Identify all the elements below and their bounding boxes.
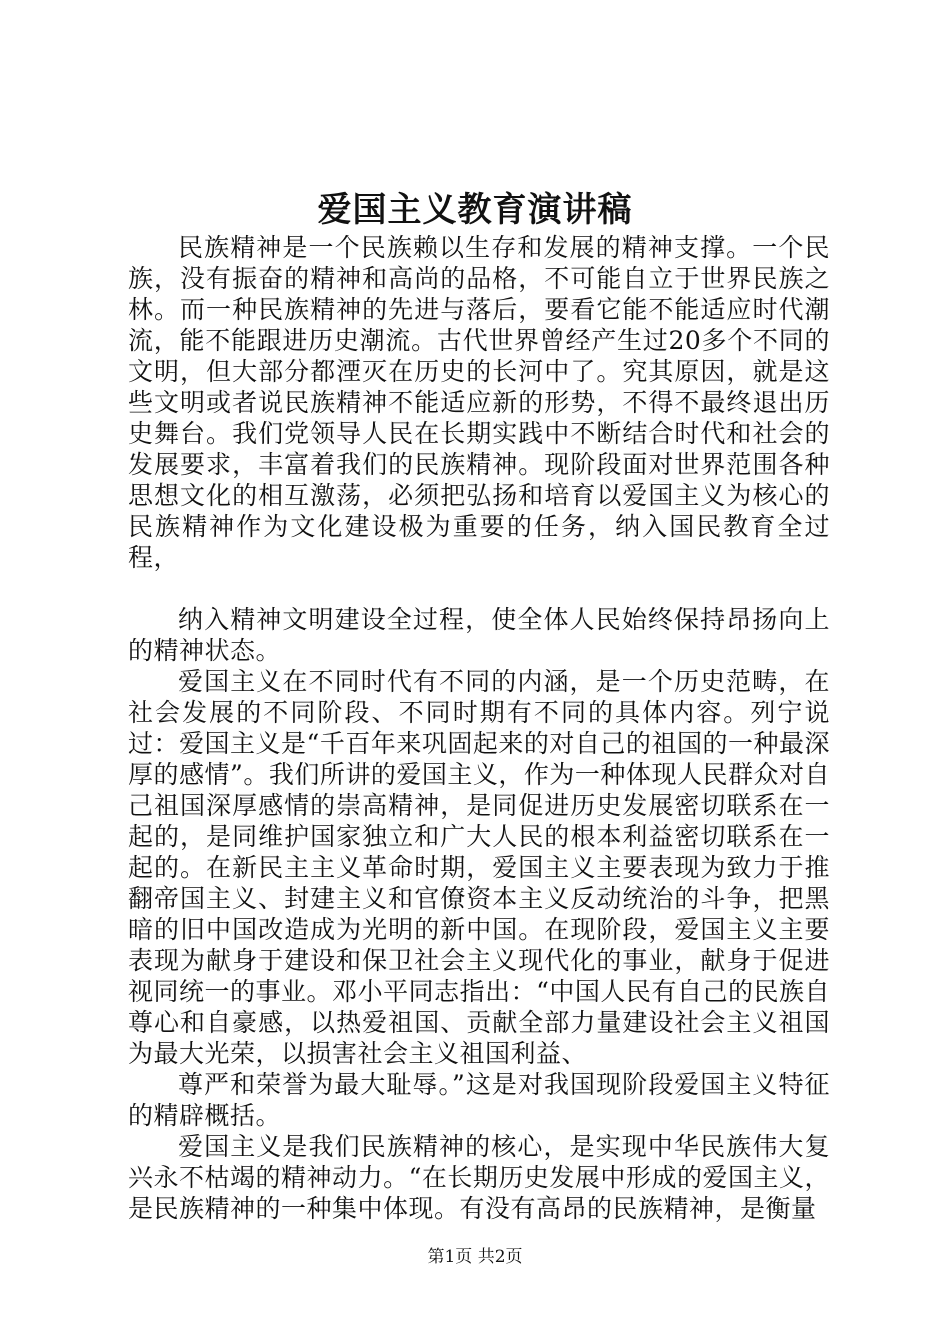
paragraph-1: 民族精神是一个民族赖以生存和发展的精神支撑。一个民族，没有振奋的精神和高尚的品格，不可能自立于世界民族之林。而一种民族精神的先进与落后，要看它能不能适应时代潮流，能不能跟进历史潮流。古代世界曾经产生过20多个不同的文明，但大部分都湮灭在历史的长河中了。究其原因，就是这些文明或者说民族精神不能适应新的形势，不得不最终退出历史舞台。我们党领导人民在长期实践中不断结合时代和社会的发展要求，丰富着我们的民族精神。现阶段面对世界范围各种思想文化的相互激荡，必须把弘扬和培育以爱国主义为核心的民族精神作为文化建设极为重要的任务，纳入国民教育全过程， (128, 233, 830, 572)
page-footer: 第1页 共2页 (427, 1247, 523, 1267)
document-body (128, 232, 830, 1224)
paragraph-2: 纳入精神文明建设全过程，使全体人民始终保持昂扬向上的精神状态。 (128, 605, 830, 665)
paragraph-3: 爱国主义在不同时代有不同的内涵，是一个历史范畴，在社会发展的不同阶段、不同时期有不同的具体内容。列宁说过：爱国主义是“千百年来巩固起来的对自己的祖国的一种最深厚的感情”。我们所讲的爱国主义，作为一种体现人民群众对自己祖国深厚感情的崇高精神，是同促进历史发展密切联系在一起的，是同维护国家独立和广大人民的根本利益密切联系在一起的。在新民主主义革命时期，爱国主义主要表现为致力于推翻帝国主义、封建主义和官僚资本主义反动统治的斗争，把黑暗的旧中国改造成为光明的新中国。在现阶段，爱国主义主要表现为献身于建设和保卫社会主义现代化的事业，献身于促进视同统一的事业。邓小平同志指出：“中国人民有自己的民族自尊心和自豪感，以热爱祖国、贡献全部力量建设社会主义祖国为最大光荣，以损害社会主义祖国利益、 (128, 667, 830, 1068)
paragraph-4: 尊严和荣誉为最大耻辱。”这是对我国现阶段爱国主义特征的精辟概括。 (128, 1070, 830, 1130)
document-title: 爱国主义教育演讲稿 (317, 190, 633, 230)
paragraph-5: 爱国主义是我们民族精神的核心，是实现中华民族伟大复兴永不枯竭的精神动力。“在长期历史发展中形成的爱国主义，是民族精神的一种集中体现。有没有高昂的民族精神，是衡量 (128, 1132, 830, 1223)
